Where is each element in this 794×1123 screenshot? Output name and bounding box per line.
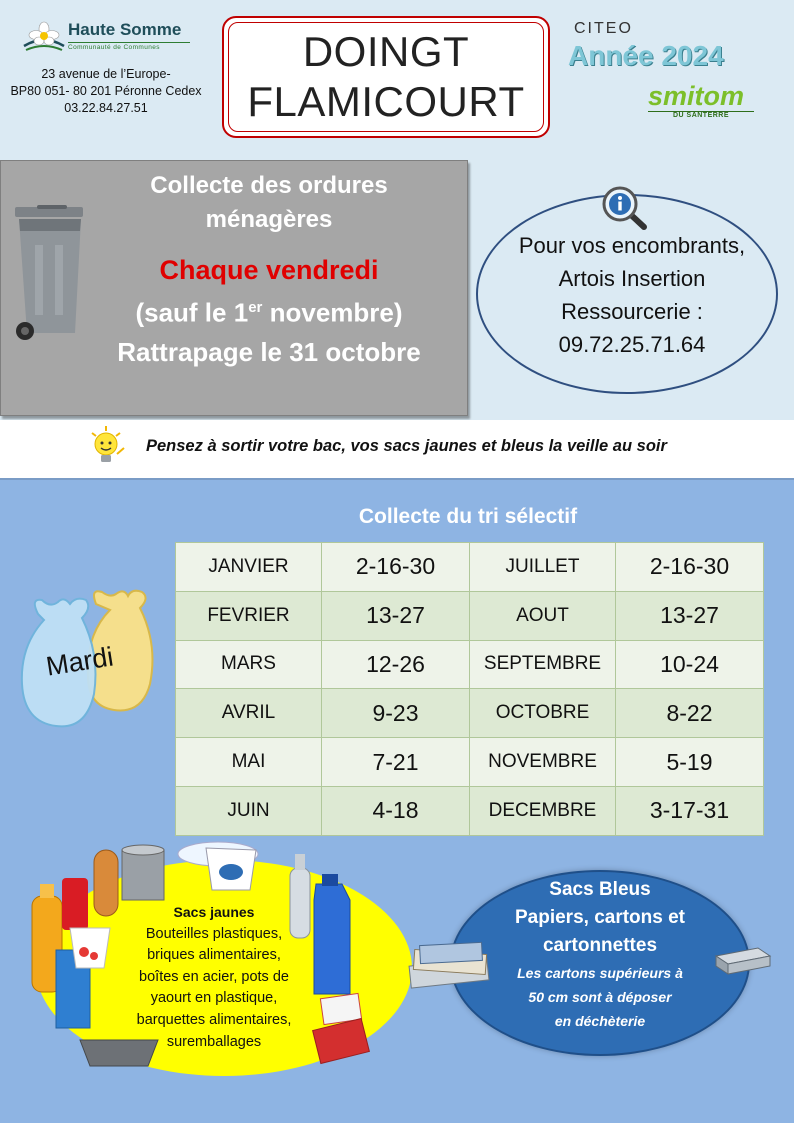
month-cell: JUILLET	[470, 543, 616, 592]
selective-sorting-title: Collecte du tri sélectif	[358, 505, 578, 528]
month-cell: DECEMBRE	[470, 786, 616, 835]
month-cell: JUIN	[176, 786, 322, 835]
month-cell: FEVRIER	[176, 591, 322, 640]
blue-bags-subtitle-1: Papiers, cartons et	[514, 907, 686, 928]
citeo-logo: CITEO	[574, 20, 633, 37]
month-cell: SEPTEMBRE	[470, 640, 616, 689]
exception-suffix: novembre)	[262, 297, 403, 328]
table-row	[176, 591, 764, 640]
dates-cell: 2-16-30	[616, 543, 764, 592]
table-row	[176, 786, 764, 835]
yellow-bags-line: boîtes en acier, pots de	[139, 968, 289, 985]
town-name-line-1: DOINGT	[302, 28, 470, 75]
collection-title-line-1: Collecte des ordures	[150, 172, 388, 199]
month-cell: NOVEMBRE	[470, 738, 616, 787]
town-name-line-2: FLAMICOURT	[247, 78, 525, 125]
town-title-box	[222, 16, 550, 138]
yellow-bags-line: barquettes alimentaires,	[136, 1011, 292, 1028]
cheese-packet-icon	[313, 1018, 370, 1063]
table-row	[176, 543, 764, 592]
blue-bags-text	[478, 876, 722, 1032]
sorting-calendar-table	[175, 542, 764, 836]
table-row	[176, 689, 764, 738]
collection-title-line-2: ménagères	[205, 206, 333, 233]
month-cell: MARS	[176, 640, 322, 689]
yellow-bags-title: Sacs jaunes	[173, 904, 255, 920]
dates-cell: 12-26	[322, 640, 470, 689]
exception-superscript: er	[248, 299, 263, 316]
year-label: Année 2024	[568, 40, 724, 71]
household-collection-text	[81, 169, 457, 372]
yellow-bags-line: suremballages	[166, 1033, 262, 1050]
yogurt-pot-icon	[70, 928, 110, 968]
month-cell: AVRIL	[176, 689, 322, 738]
blue-bags-note-2: 50 cm sont à déposer	[528, 989, 672, 1005]
info-magnifier-icon	[600, 186, 648, 230]
blue-bags-note-1: Les cartons supérieurs à	[517, 965, 683, 981]
haute-somme-logo	[22, 18, 192, 60]
collection-frequency: Chaque vendredi	[159, 255, 379, 285]
dates-cell: 13-27	[616, 591, 764, 640]
household-collection-box	[0, 160, 468, 416]
month-cell: JANVIER	[176, 543, 322, 592]
yellow-bags-line: briques alimentaires,	[147, 947, 281, 964]
address-block	[6, 66, 206, 117]
soda-can-icon	[62, 878, 88, 930]
logo-subtitle: Communauté de Communes	[68, 42, 190, 51]
collection-catchup: Rattrapage le 31 octobre	[117, 336, 421, 367]
collection-exception	[81, 289, 457, 332]
flower-icon	[22, 20, 66, 56]
steel-can-icon	[122, 850, 164, 900]
collection-day-label: Mardi	[44, 641, 116, 682]
dates-cell: 3-17-31	[616, 786, 764, 835]
dates-cell: 8-22	[616, 689, 764, 738]
dates-cell: 10-24	[616, 640, 764, 689]
blue-bags-note-3: en déchèterie	[554, 1013, 646, 1029]
address-line-1: 23 avenue de l’Europe-	[41, 67, 171, 81]
reminder-text: Pensez à sortir votre bac, vos sacs jaunes et bleus la veille au soir	[146, 437, 667, 455]
dates-cell: 9-23	[322, 689, 470, 738]
dates-cell: 13-27	[322, 591, 470, 640]
month-cell: AOUT	[470, 591, 616, 640]
smitom-name: smitom	[648, 81, 745, 111]
dates-cell: 5-19	[616, 738, 764, 787]
bulky-line-2: Artois Insertion	[558, 266, 706, 291]
dates-cell: 4-18	[322, 786, 470, 835]
lightbulb-icon	[86, 424, 128, 466]
table-row	[176, 738, 764, 787]
exception-prefix: (sauf le 1	[135, 297, 249, 328]
bulky-phone: 09.72.25.71.64	[558, 332, 706, 357]
bulky-line-1: Pour vos encombrants,	[518, 233, 746, 258]
address-phone: 03.22.84.27.51	[64, 101, 148, 115]
month-cell: MAI	[176, 738, 322, 787]
smitom-tagline: DU SANTERRE	[648, 111, 754, 119]
bulky-line-3: Ressourcerie :	[561, 299, 703, 324]
smitom-logo	[648, 82, 758, 122]
dates-cell: 7-21	[322, 738, 470, 787]
blue-bags-title: Sacs Bleus	[549, 879, 651, 900]
blue-bags-subtitle-2: cartonnettes	[542, 935, 658, 956]
town-title-frame	[228, 22, 544, 132]
logo-name: Haute Somme	[68, 20, 182, 39]
address-line-2: BP80 051- 80 201 Péronne Cedex	[10, 84, 202, 98]
month-cell: OCTOBRE	[470, 689, 616, 738]
yellow-bags-text	[108, 902, 320, 1053]
yellow-bags-line: Bouteilles plastiques,	[145, 925, 283, 942]
yellow-bags-line: yaourt en plastique,	[150, 990, 278, 1007]
dates-cell: 2-16-30	[322, 543, 470, 592]
table-row	[176, 640, 764, 689]
bulky-items-text	[490, 229, 774, 361]
